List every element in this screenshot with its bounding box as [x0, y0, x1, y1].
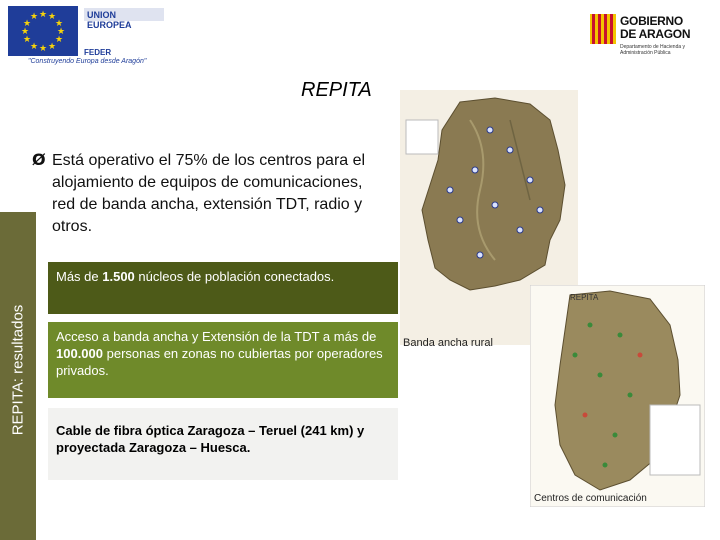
box2-text-after: personas en zonas no cubiertas por operadores privados. — [56, 346, 383, 378]
bullet-text: Está operativo el 75% de los centros para el alojamiento de equipos de comunicaciones, red de banda ancha, extensión TDT, radio y otros. — [52, 152, 366, 235]
gobierno-aragon-logo — [590, 12, 712, 62]
result-box-2 — [48, 322, 398, 398]
box2-emphasis: 100.000 — [56, 346, 103, 361]
eu-motto: "Construyendo Europa desde Aragón" — [28, 58, 147, 65]
map-centros-comunicacion — [530, 285, 705, 507]
bullet-point — [32, 150, 382, 238]
eu-logo — [8, 4, 208, 66]
box1-text-before: Más de — [56, 269, 103, 284]
map2-caption: Centros de comunicación — [534, 493, 647, 504]
result-box-1 — [48, 262, 398, 314]
slide-title: REPITA — [301, 79, 372, 101]
arrow-bullet-icon: Ø — [32, 150, 46, 169]
map1-caption: Banda ancha rural — [403, 337, 493, 349]
aragon-shield-icon — [590, 14, 616, 44]
result-box-3 — [48, 408, 398, 480]
box2-text-before: Acceso a banda ancha y Extensión de la TDT a más de — [56, 329, 377, 344]
gobierno-department: Departamento de Hacienda y Administración Pública — [620, 44, 686, 56]
gobierno-logo-line2: DE ARAGON — [620, 27, 691, 41]
eu-title: UNION EUROPEA — [84, 8, 164, 21]
side-label: REPITA: resultados — [9, 304, 27, 436]
box1-text-after: núcleos de población conectados. — [134, 269, 335, 284]
box3-text: Cable de fibra óptica Zaragoza – Teruel (241 km) y proyectada Zaragoza – Huesca. — [56, 423, 365, 455]
eu-fund-label: FEDER — [84, 48, 112, 57]
map2-label: REPITA — [570, 293, 599, 302]
box1-emphasis: 1.500 — [102, 269, 135, 284]
eu-flag-icon: ★ ★ ★ ★ ★ ★ ★ ★ ★ ★ ★ ★ — [8, 6, 78, 56]
gobierno-logo-line1: GOBIERNO — [620, 14, 683, 28]
